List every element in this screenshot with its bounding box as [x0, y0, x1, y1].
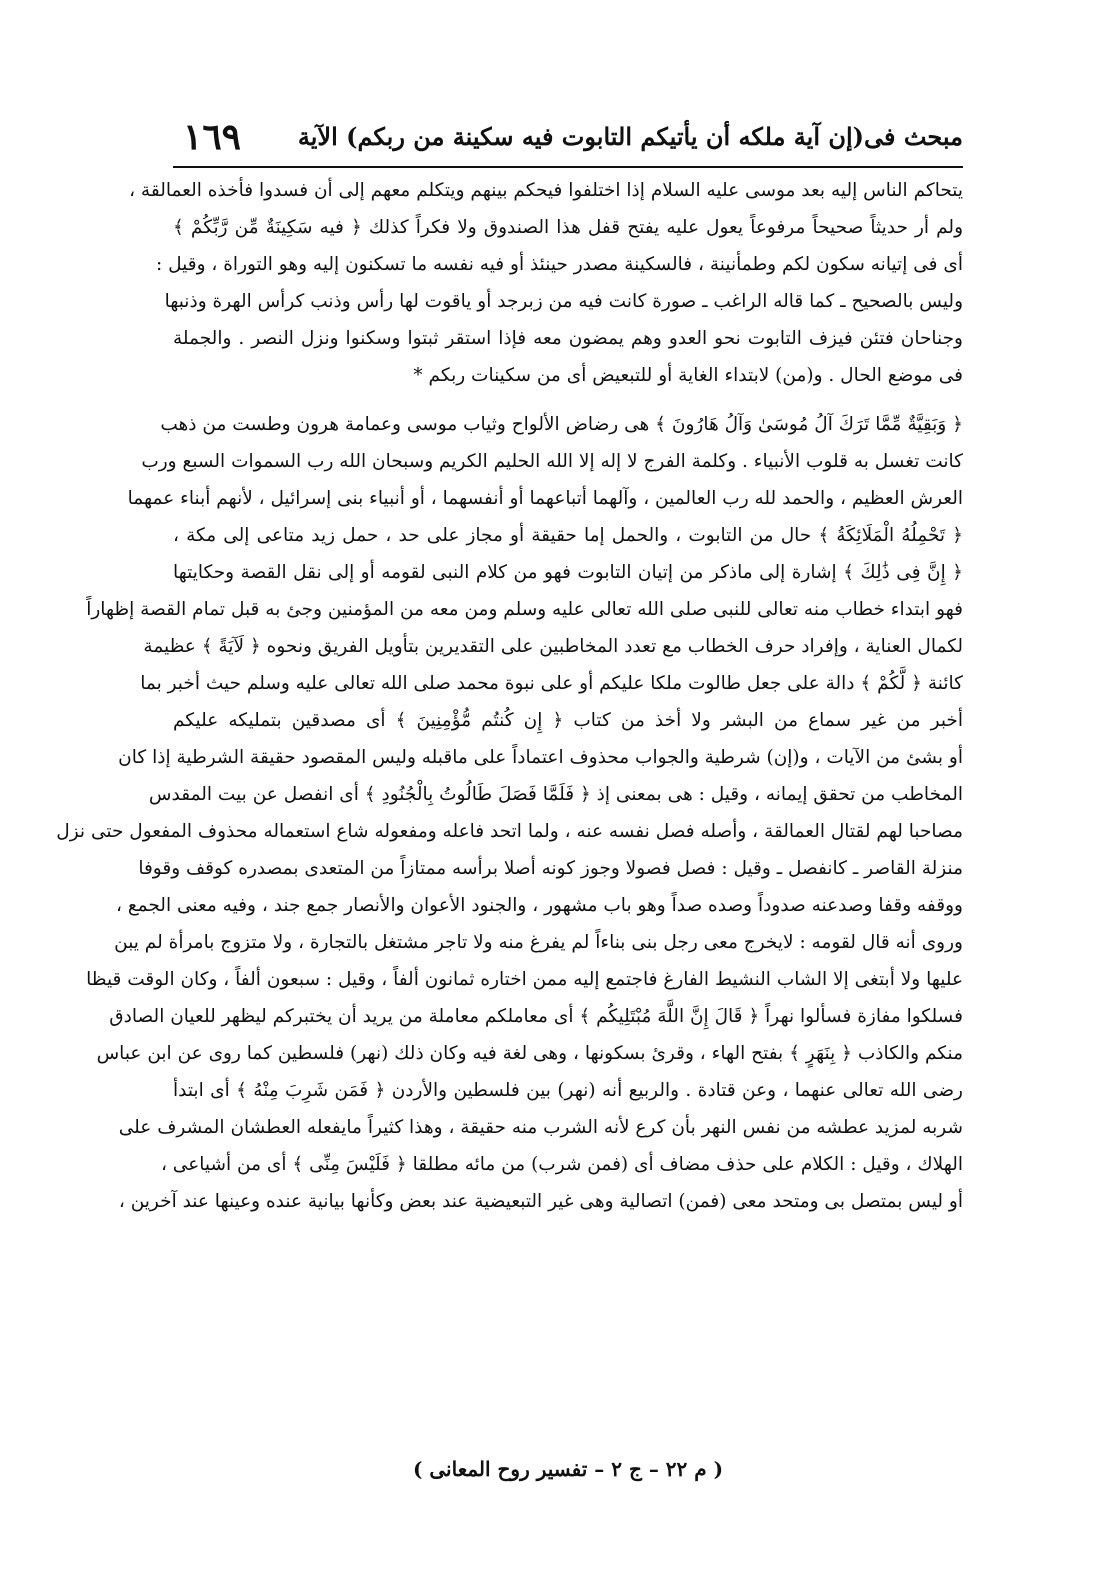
text-line: أو بشئ من الآيات ، و(إن) شرطية والجواب محذوف اعتماداً على ماقبله وليس المقصود حقيقة الشرطية إذا كان: [118, 747, 963, 768]
text-line: مصاحبا لهم لقتال العمالقة ، وأصله فصل نفسه عنه ، ولما اتحد فاعله ومفعوله شاع استعماله محذوف المفعول حتى نزل: [56, 821, 963, 842]
text-line: وروى أنه قال لقومه : لايخرج معى رجل بنى بناءاً لم يفرغ منه ولا تاجر مشتغل بالتجارة ، ولا متزوج بامرأة لم يبن: [114, 932, 963, 953]
text-line: ﴿ وَبَقِيَّةٌ مِّمَّا تَرَكَ آلُ مُوسَىٰ وَآلُ هَارُونَ ﴾ هى رضاض الألواح وثياب موسى وعمامة هرون وطست من ذهب: [160, 414, 963, 435]
text-line: لكمال العناية ، وإفراد حرف الخطاب مع تعدد المخاطبين على التقديرين بتأويل الفريق ونحوه ﴿ لَآيَةً ﴾ عظيمة: [143, 636, 963, 657]
text-line: منكم والكاذب ﴿ بِنَهَرٍ ﴾ بفتح الهاء ، وقرئ بسكونها ، وهى لغة فيه وكان ذلك (نهر) فلسطين كما روى عن ابن عباس: [96, 1043, 963, 1064]
text-line: فسلكوا مفازة فسألوا نهراً ﴿ قَالَ إِنَّ اللَّهَ مُبْتَلِيكُم ﴾ أى معاملكم معاملة من يريد أن يختبركم ليظهر للعيان الصادق: [109, 1006, 963, 1027]
text-line: يتحاكم الناس إليه بعد موسى عليه السلام إذا اختلفوا فيحكم بينهم ويتكلم معهم إلى أن فسدوا فأخذه العمالقة ،: [129, 180, 963, 201]
text-line: الهلاك ، وقيل : الكلام على حذف مضاف أى (فمن شرب) من مائه مطلقا ﴿ فَلَيْسَ مِنِّى ﴾ أى من أشياعى ،: [160, 1154, 963, 1175]
text-line: وجناحان فتئن فيزف التابوت نحو العدو وهم يمضون معه فإذا استقر ثبتوا وسكنوا ونزل النصر . والجملة: [173, 328, 963, 349]
text-line: أخبر من غير سماع من البشر ولا أخذ من كتاب ﴿ إِن كُنتُم مُّؤْمِنِينَ ﴾ أى مصدقين بتمليكه عليكم: [173, 710, 963, 731]
text-line: فهو ابتداء خطاب منه تعالى للنبى صلى الله تعالى عليه وسلم ومن معه من المؤمنين وجئ به قبل تمام القصة إظهاراً: [86, 599, 963, 620]
text-line: المخاطب من تحقق إيمانه ، وقيل : هى بمعنى إذ ﴿ فَلَمَّا فَصَلَ طَالُوتُ بِالْجُنُودِ ﴾ أى انفصل عن بيت المقدس: [148, 784, 963, 805]
text-line: ﴿ تَحْمِلُهُ الْمَلَائِكَةُ ﴾ حال من التابوت ، والحمل إما حقيقة أو مجاز على حد ، حمل زيد متاعى إلى مكة ،: [173, 525, 963, 546]
text-line: منزلة القاصر ـ كانفصل ـ وقيل : فصل فصولا وجوز كونه أصلا برأسه ممتازاً من المتعدى بمصدره كوقف وقوفا: [138, 858, 963, 879]
page-header: [173, 118, 963, 168]
text-line: ولم أر حديثاً صحيحاً مرفوعاً يعول عليه يفتح قفل هذا الصندوق ولا فكراً كذلك ﴿ فيه سَكِينَةٌ مِّن رَّبِّكُمْ ﴾: [173, 217, 963, 238]
running-title: مبحث فى(إن آية ملكه أن يأتيكم التابوت فيه سكينة من ربكم) الآية: [297, 122, 963, 151]
text-line: العرش العظيم ، والحمد لله رب العالمين ، وآلهما أتباعهما أو أنفسهما ، أو أنبياء بنى إسرائيل ، لأنهم أبناء عمهما: [127, 488, 963, 509]
text-line: ﴿ إِنَّ فِى ذَٰلِكَ ﴾ إشارة إلى ماذكر من إتيان التابوت فهو من كلام النبى لقومه أو إلى نقل القصة وحكايتها: [173, 562, 963, 583]
text-line: رضى الله تعالى عنهما ، وعن قتادة . والربيع أنه (نهر) بين فلسطين والأردن ﴿ فَمَن شَرِبَ مِنْهُ ﴾ أى ابتدأ: [173, 1080, 963, 1101]
page-number: ١٦٩: [183, 116, 242, 158]
text-line: كانت تغسل به قلوب الأنبياء . وكلمة الفرج لا إله إلا الله الحليم الكريم وسبحان الله رب السموات السبع ورب: [141, 451, 963, 472]
signature-mark: ( م ٢٢ – ج ٢ – تفسير روح المعانى ): [412, 1457, 724, 1481]
text-line: أو ليس بمتصل بى ومتحد معى (فمن) اتصالية وهى غير التبعيضية عند بعض وكأنها بيانية عنده وعينها عند آخرين ،: [118, 1191, 963, 1212]
text-line: وليس بالصحيح ـ كما قاله الراغب ـ صورة كانت فيه من زبرجد أو ياقوت لها رأس وذنب كرأس الهرة وذنبها: [164, 291, 963, 312]
text-line: فى موضع الحال . و(من) لابتداء الغاية أو للتبعيض أى من سكينات ربكم *: [413, 365, 963, 386]
body-text: [56, 172, 963, 1220]
text-line: ووقفه وقفا وصدعنه صدوداً وصده صداً وهو باب مشهور ، والجنود الأعوان والأنصار جمع جند ، وفيه معنى الجمع ،: [115, 895, 963, 916]
text-line: عليها ولا أبتغى إلا الشاب النشيط الفارغ فاجتمع إليه ممن اختاره ثمانون ألفاً ، وقيل : سبعون ألفاً ، وكان الوقت قيظا: [86, 969, 963, 990]
text-line: كائنة ﴿ لَّكُمْ ﴾ دالة على جعل طالوت ملكا عليكم أو على نبوة محمد صلى الله تعالى عليه وسلم حيث أخبر بما: [140, 673, 963, 694]
header-rule: [173, 166, 963, 168]
text-line: أى فى إتيانه سكون لكم وطمأنينة ، فالسكينة مصدر حينئذ أو فيه نفسه ما تسكنون إليه وهو التوراة ، وقيل :: [156, 254, 963, 275]
text-line: شربه لمزيد عطشه من نفس النهر بأن كرع لأنه الشرب منه حقيقة ، وهذا كثيراً مايفعله العطشان المشرف على: [118, 1117, 963, 1138]
